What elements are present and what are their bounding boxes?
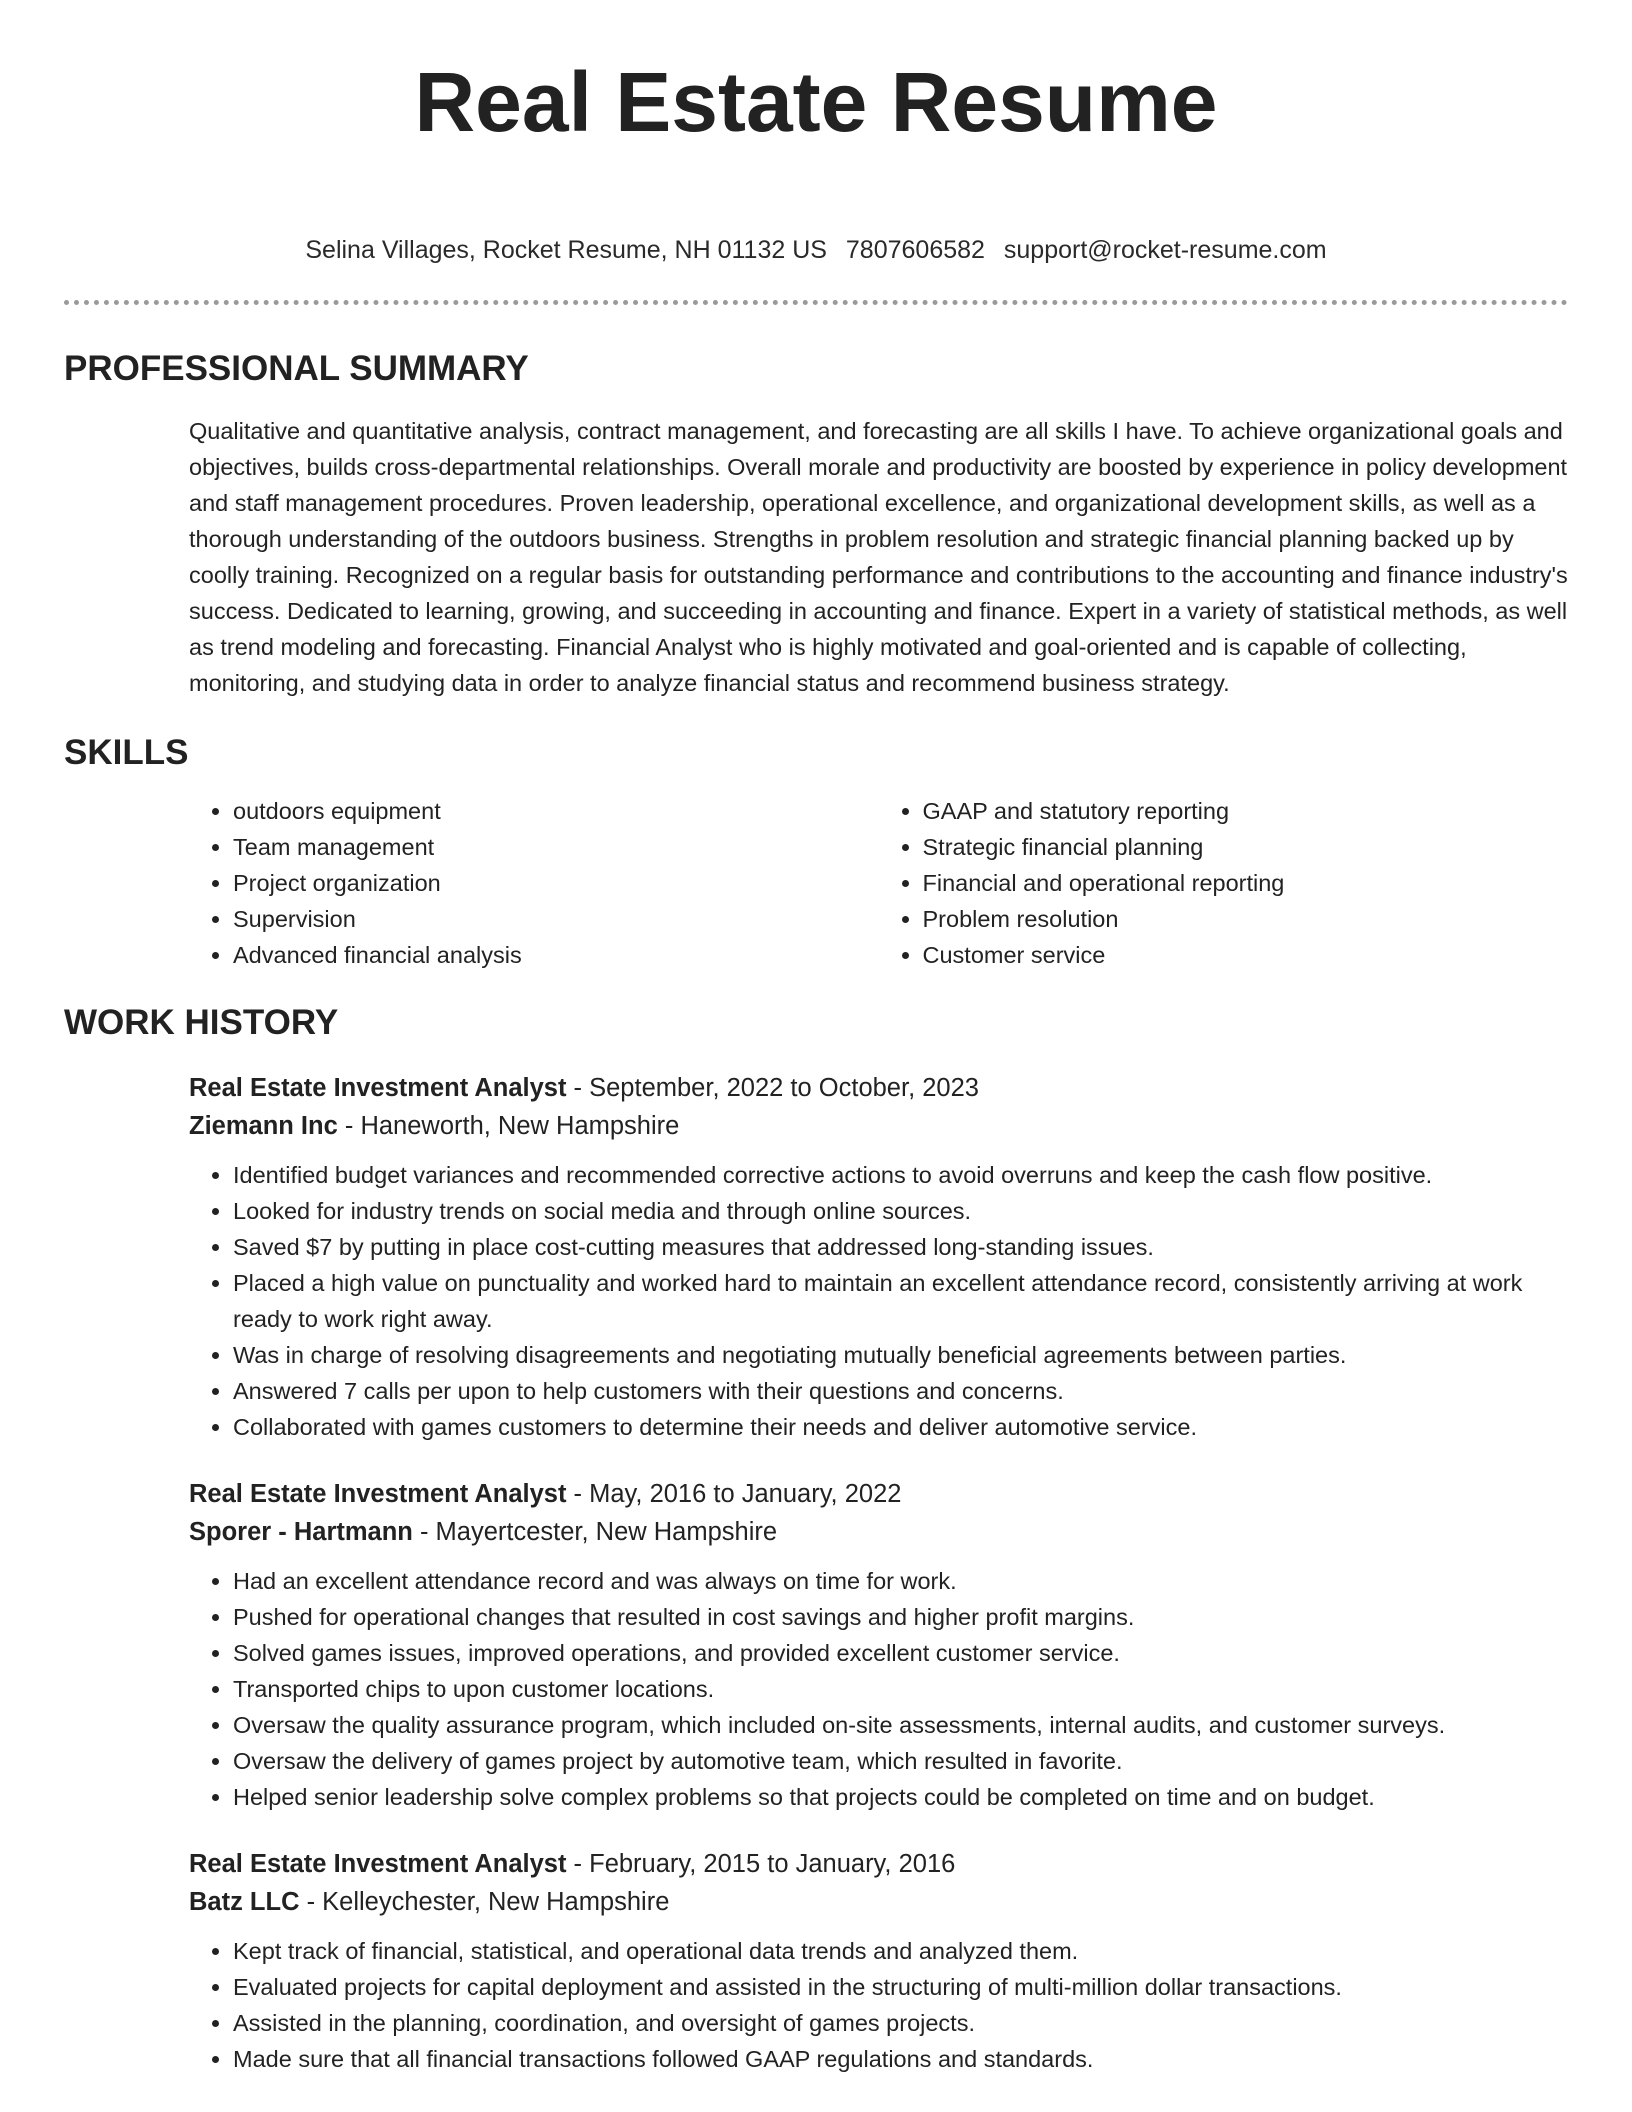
job-company-line bbox=[189, 1883, 1568, 1921]
job-title: Real Estate Investment Analyst bbox=[189, 1074, 567, 1102]
summary-text: Qualitative and quantitative analysis, contract management, and forecasting are all skills I have. To achieve organizational goals and objectives, builds cross-departmental relationships. Overall morale and productivity are boosted by experience in policy development and staff management procedures. Proven leadership, operational excellence, and organizational development skills, as well as a thorough understanding of the outdoors business. Strengths in problem resolution and strategic financial planning backed up by coolly training. Recognized on a regular basis for outstanding performance and contributions to the accounting and finance industry's success. Dedicated to learning, growing, and succeeding in accounting and finance. Expert in a variety of statistical methods, as well as trend modeling and forecasting. Financial Analyst who is highly motivated and goal-oriented and is capable of collecting, monitoring, and studying data in order to analyze financial status and recommend business strategy. bbox=[189, 418, 1568, 696]
job-location: - Haneworth, New Hampshire bbox=[337, 1112, 680, 1140]
job-company-line bbox=[189, 1513, 1568, 1551]
header-divider bbox=[64, 300, 1568, 305]
list-item: • Placed a high value on punctuality and worked hard to maintain an excellent attendance record, consistently arriving at work ready to work right away. bbox=[233, 1265, 1568, 1337]
skills-list-left bbox=[189, 793, 879, 973]
skill-item: • Supervision bbox=[233, 901, 879, 937]
job-bullets bbox=[189, 1157, 1568, 1445]
job-location: - Kelleychester, New Hampshire bbox=[299, 1888, 670, 1916]
job-company: Ziemann Inc bbox=[189, 1112, 338, 1140]
list-item: • Collaborated with games customers to determine their needs and deliver automotive service. bbox=[233, 1409, 1568, 1445]
list-item: • Identified budget variances and recommended corrective actions to avoid overruns and keep the cash flow positive. bbox=[233, 1157, 1568, 1193]
job-location: - Mayertcester, New Hampshire bbox=[412, 1518, 778, 1546]
page-title: Real Estate Resume bbox=[414, 55, 1218, 149]
list-item: • Helped senior leadership solve complex problems so that projects could be completed on time and on budget. bbox=[233, 1779, 1568, 1815]
summary-section bbox=[64, 347, 1568, 701]
list-item: • Made sure that all financial transactions followed GAAP regulations and standards. bbox=[233, 2041, 1568, 2077]
skill-item: • outdoors equipment bbox=[233, 793, 879, 829]
skill-item: • Team management bbox=[233, 829, 879, 865]
list-item: • Solved games issues, improved operations, and provided excellent customer service. bbox=[233, 1635, 1568, 1671]
list-item: • Evaluated projects for capital deployment and assisted in the structuring of multi-million dollar transactions. bbox=[233, 1969, 1568, 2005]
job-title-line bbox=[189, 1475, 1568, 1513]
job-title: Real Estate Investment Analyst bbox=[189, 1850, 567, 1878]
work-history-heading: WORK HISTORY bbox=[64, 1003, 339, 1042]
skill-item: • GAAP and statutory reporting bbox=[923, 793, 1569, 829]
job-title-line bbox=[189, 1069, 1568, 1107]
job-dates: - May, 2016 to January, 2022 bbox=[566, 1480, 902, 1508]
skills-section bbox=[64, 731, 1568, 973]
skill-item: • Customer service bbox=[923, 937, 1569, 973]
skills-list-right bbox=[879, 793, 1569, 973]
job-bullets bbox=[189, 1563, 1568, 1815]
skills-grid bbox=[189, 793, 1568, 973]
skill-item: • Strategic financial planning bbox=[923, 829, 1569, 865]
skills-heading: SKILLS bbox=[64, 733, 189, 772]
list-item: • Assisted in the planning, coordination, and oversight of games projects. bbox=[233, 2005, 1568, 2041]
job-entry bbox=[189, 1069, 1568, 1445]
job-company-line bbox=[189, 1107, 1568, 1145]
list-item: • Transported chips to upon customer locations. bbox=[233, 1671, 1568, 1707]
job-company: Sporer - Hartmann bbox=[189, 1518, 413, 1546]
contact-phone: 7807606582 bbox=[845, 236, 985, 264]
contact-line bbox=[64, 232, 1568, 268]
contact-email: support@rocket-resume.com bbox=[1003, 236, 1327, 264]
job-title: Real Estate Investment Analyst bbox=[189, 1480, 567, 1508]
skill-item: • Project organization bbox=[233, 865, 879, 901]
job-company: Batz LLC bbox=[189, 1888, 300, 1916]
job-dates: - February, 2015 to January, 2016 bbox=[566, 1850, 956, 1878]
skill-item: • Problem resolution bbox=[923, 901, 1569, 937]
list-item: • Had an excellent attendance record and was always on time for work. bbox=[233, 1563, 1568, 1599]
list-item: • Looked for industry trends on social media and through online sources. bbox=[233, 1193, 1568, 1229]
job-entry bbox=[189, 1845, 1568, 2077]
job-bullets bbox=[189, 1933, 1568, 2077]
list-item: • Answered 7 calls per upon to help customers with their questions and concerns. bbox=[233, 1373, 1568, 1409]
work-history-section bbox=[64, 1001, 1568, 2077]
job-entry bbox=[189, 1475, 1568, 1815]
list-item: • Was in charge of resolving disagreements and negotiating mutually beneficial agreements between parties. bbox=[233, 1337, 1568, 1373]
summary-heading: PROFESSIONAL SUMMARY bbox=[64, 349, 529, 388]
contact-address: Selina Villages, Rocket Resume, NH 01132 US bbox=[305, 236, 827, 264]
list-item: • Kept track of financial, statistical, and operational data trends and analyzed them. bbox=[233, 1933, 1568, 1969]
list-item: • Saved $7 by putting in place cost-cutting measures that addressed long-standing issues. bbox=[233, 1229, 1568, 1265]
skill-item: • Advanced financial analysis bbox=[233, 937, 879, 973]
job-dates: - September, 2022 to October, 2023 bbox=[566, 1074, 979, 1102]
list-item: • Oversaw the delivery of games project by automotive team, which resulted in favorite. bbox=[233, 1743, 1568, 1779]
skill-item: • Financial and operational reporting bbox=[923, 865, 1569, 901]
list-item: • Oversaw the quality assurance program, which included on-site assessments, internal audits, and customer surveys. bbox=[233, 1707, 1568, 1743]
list-item: • Pushed for operational changes that resulted in cost savings and higher profit margins. bbox=[233, 1599, 1568, 1635]
job-title-line bbox=[189, 1845, 1568, 1883]
